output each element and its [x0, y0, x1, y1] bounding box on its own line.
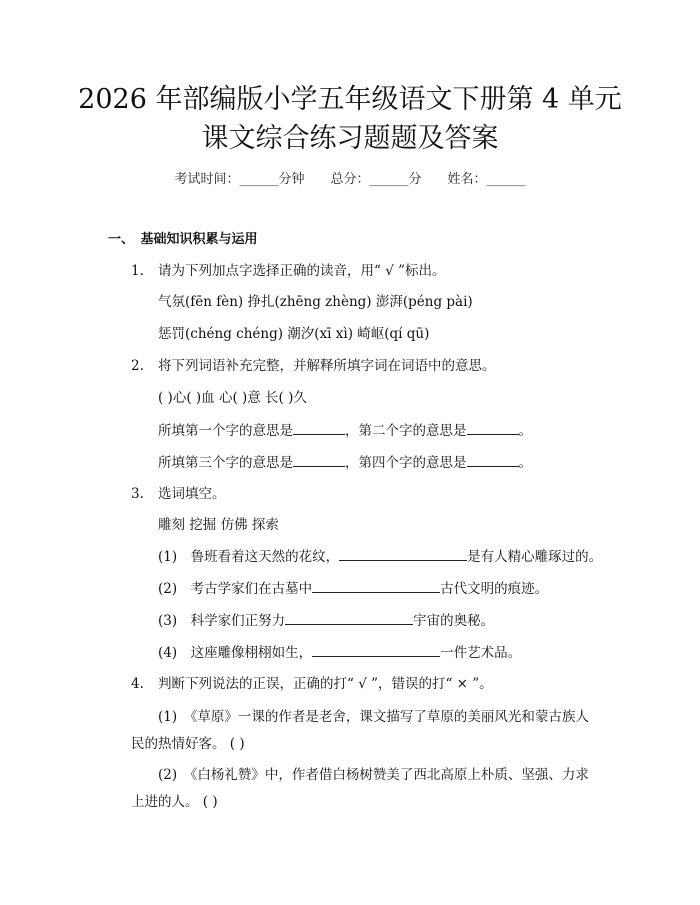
answer-blank[interactable] — [467, 421, 519, 435]
question-number: 1. — [131, 263, 144, 279]
fill-in-prefix: (3) 科学家们正努力 — [158, 613, 286, 629]
total-score-label: 总分：______分 — [330, 172, 422, 187]
answer-blank[interactable] — [339, 547, 467, 561]
question-number: 3. — [131, 486, 144, 502]
question-text: 选词填空。 — [158, 486, 226, 502]
pinyin-row: 惩罚(chéng chéng) 潮汐(xī xì) 崎岖(qí qū) — [158, 326, 430, 342]
fill-in-suffix: 是有人精心雕琢过的。 — [467, 549, 603, 565]
meaning-row — [158, 421, 532, 440]
fill-in-prefix: (2) 考古学家们在古墓中 — [158, 581, 313, 597]
meaning-row — [158, 453, 532, 472]
word-completion-row: ( )心( )血 心( )意 长( )久 — [158, 390, 307, 406]
judgement-item-line: (2) 《白杨礼赞》中，作者借白杨树赞美了西北高原上朴质、坚强、力求 — [158, 767, 589, 783]
period: 。 — [518, 455, 532, 471]
meaning-prompt: 所填第一个字的意思是 — [158, 423, 293, 439]
question-text: 将下列词语补充完整，并解释所填字词在词语中的意思。 — [158, 358, 496, 374]
fill-in-item — [158, 579, 548, 598]
meaning-prompt: ，第二个字的意思是 — [345, 423, 467, 439]
answer-blank[interactable] — [467, 453, 519, 467]
answer-blank[interactable] — [285, 611, 413, 625]
answer-blank[interactable] — [293, 421, 345, 435]
document-title-line-1: 2026 年部编版小学五年级语文下册第 4 单元 — [78, 84, 622, 115]
pinyin-row: 气氛(fēn fèn) 挣扎(zhēng zhèng) 澎湃(péng pài) — [158, 294, 473, 310]
answer-blank[interactable] — [312, 579, 440, 593]
word-bank: 雕刻 挖掘 仿佛 探索 — [158, 517, 279, 533]
period: 。 — [518, 423, 532, 439]
fill-in-item — [158, 547, 602, 566]
judgement-item-line: (1) 《草原》一课的作者是老舍，课文描写了草原的美丽风光和蒙古族人 — [158, 709, 589, 725]
document-title-line-2: 课文综合练习题题及答案 — [201, 123, 499, 154]
answer-blank[interactable] — [312, 643, 440, 657]
fill-in-prefix: (1) 鲁班看着这天然的花纹， — [158, 549, 340, 565]
meaning-prompt: 所填第三个字的意思是 — [158, 455, 293, 471]
question-number: 2. — [131, 358, 144, 374]
fill-in-suffix: 宇宙的奥秘。 — [413, 613, 495, 629]
fill-in-item — [158, 611, 494, 630]
exam-meta — [0, 168, 700, 187]
fill-in-suffix: 古代文明的痕迹。 — [440, 581, 549, 597]
question-text: 判断下列说法的正误，正确的打“ √ ”，错误的打“ × ”。 — [158, 676, 493, 692]
judgement-item-line: 上进的人。 ( ) — [131, 794, 218, 810]
meaning-prompt: ，第四个字的意思是 — [345, 455, 467, 471]
fill-in-prefix: (4) 这座雕像栩栩如生， — [158, 645, 313, 661]
exam-time-label: 考试时间：______分钟 — [174, 172, 305, 187]
name-label: 姓名：______ — [447, 172, 526, 187]
question-number: 4. — [131, 676, 144, 692]
judgement-item-line: 民的热情好客。 ( ) — [131, 736, 245, 752]
question-text: 请为下列加点字选择正确的读音，用“ √ ”标出。 — [158, 263, 446, 279]
section-heading: 一、 基础知识积累与运用 — [108, 232, 258, 247]
fill-in-suffix: 一件艺术品。 — [440, 645, 522, 661]
answer-blank[interactable] — [293, 453, 345, 467]
fill-in-item — [158, 643, 521, 662]
